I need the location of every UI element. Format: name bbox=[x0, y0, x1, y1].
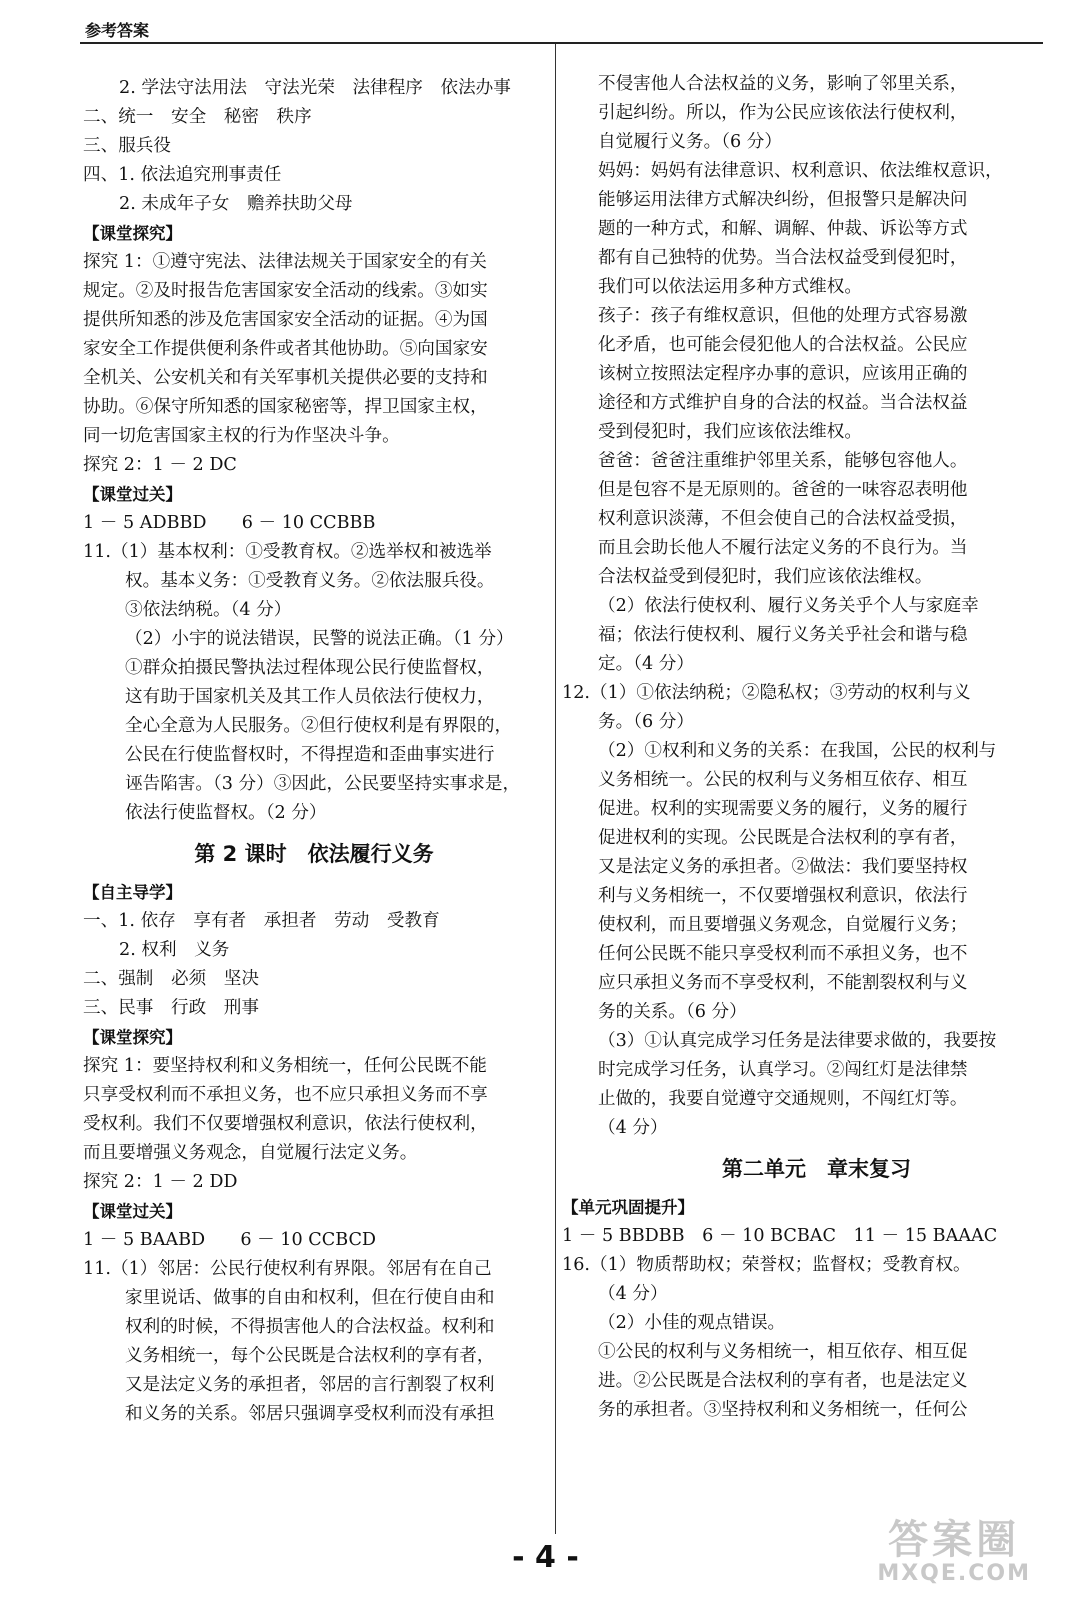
text-line: 义务相统一，每个公民既是合法权利的享有者， bbox=[125, 1346, 495, 1366]
text-line: 提供所知悉的涉及危害国家安全活动的证据。④为国 bbox=[83, 310, 488, 330]
text-line: 妈妈：妈妈有法律意识、权利意识、依法维权意识， bbox=[598, 161, 1003, 181]
page-header: 参考答案 bbox=[85, 21, 150, 40]
section-heading: 【课堂过关】 bbox=[83, 1202, 182, 1221]
text-line: 不侵害他人合法权益的义务，影响了邻里关系， bbox=[598, 74, 968, 94]
text-line: （4 分） bbox=[598, 1118, 668, 1138]
page-number: - 4 - bbox=[512, 1540, 579, 1575]
text-line: 应只承担义务而不享受权利，不能割裂权利与义 bbox=[598, 973, 968, 993]
text-line: 任何公民既不能只享受权利而不承担义务，也不 bbox=[598, 944, 968, 964]
text-line: 都有自己独特的优势。当合法权益受到侵犯时， bbox=[598, 248, 968, 268]
section-heading: 【课堂探究】 bbox=[83, 224, 182, 243]
text-line: 12.（1）①依法纳税；②隐私权；③劳动的权利与义 bbox=[562, 683, 971, 703]
text-line: 二、强制 必须 坚决 bbox=[83, 969, 259, 989]
text-line: 又是法定义务的承担者。②做法：我们要坚持权 bbox=[598, 857, 968, 877]
text-line: （2）①权利和义务的关系：在我国，公民的权利与 bbox=[598, 741, 997, 761]
text-line: 引起纠纷。所以，作为公民应该依法行使权利， bbox=[598, 103, 968, 123]
text-line: 家安全工作提供便利条件或者其他协助。⑤向国家安 bbox=[83, 339, 488, 359]
section-heading: 【自主导学】 bbox=[83, 883, 182, 902]
text-line: 2. 未成年子女 赡养扶助父母 bbox=[119, 194, 353, 214]
text-line: 定。（4 分） bbox=[598, 654, 694, 674]
text-line: 二、统一 安全 秘密 秩序 bbox=[83, 107, 312, 127]
text-line: 1 － 5 BAABD 6 － 10 CCBCD bbox=[83, 1230, 377, 1250]
left-column bbox=[83, 74, 545, 1429]
right-column bbox=[562, 70, 1035, 1425]
text-line: 题的一种方式，和解、调解、仲裁、诉讼等方式 bbox=[598, 219, 968, 239]
section-heading: 【单元巩固提升】 bbox=[562, 1198, 694, 1217]
text-line: 而且要增强义务观念，自觉履行法定义务。 bbox=[83, 1143, 418, 1163]
text-line: 务的关系。（6 分） bbox=[598, 1002, 747, 1022]
text-line: 探究 2：1 － 2 DD bbox=[83, 1172, 238, 1192]
watermark-text: 答案圈 bbox=[888, 1517, 1021, 1563]
text-line: 又是法定义务的承担者，邻居的言行割裂了权利 bbox=[125, 1375, 495, 1395]
text-line: 爸爸：爸爸注重维护邻里关系，能够包容他人。 bbox=[598, 451, 968, 471]
text-line: 利与义务相统一，不仅要增强权利意识，依法行 bbox=[598, 886, 968, 906]
header-rule bbox=[80, 42, 1043, 44]
text-line: 三、民事 行政 刑事 bbox=[83, 998, 259, 1018]
text-line: ①群众拍摄民警执法过程体现公民行使监督权， bbox=[125, 658, 495, 678]
text-line: 权。基本义务：①受教育义务。②依法服兵役。 bbox=[125, 571, 495, 591]
text-line: 2. 学法守法用法 守法光荣 法律程序 依法办事 bbox=[119, 78, 511, 98]
text-line: 合法权益受到侵犯时，我们应该依法维权。 bbox=[598, 567, 933, 587]
text-line: 2. 权利 义务 bbox=[119, 940, 230, 960]
text-line: 但是包容不是无原则的。爸爸的一味容忍表明他 bbox=[598, 480, 968, 500]
text-line: 四、1. 依法追究刑事责任 bbox=[83, 165, 282, 185]
text-line: 11.（1）邻居：公民行使权利有界限。邻居有在自己 bbox=[83, 1259, 492, 1279]
text-line: 1 － 5 ADBBD 6 － 10 CCBBB bbox=[83, 513, 376, 533]
text-line: 时完成学习任务，认真学习。②闯红灯是法律禁 bbox=[598, 1060, 968, 1080]
text-line: 和义务的关系。邻居只强调享受权利而没有承担 bbox=[125, 1404, 495, 1424]
text-line: 11.（1）基本权利：①受教育权。②选举权和被选举 bbox=[83, 542, 492, 562]
text-line: 自觉履行义务。（6 分） bbox=[598, 132, 782, 152]
text-line: （2）小宇的说法错误，民警的说法正确。（1 分） bbox=[125, 629, 514, 649]
text-line: 该树立按照法定程序办事的意识，应该用正确的 bbox=[598, 364, 968, 384]
text-line: （3）①认真完成学习任务是法律要求做的，我要按 bbox=[598, 1031, 997, 1051]
text-line: 权利意识淡薄，不但会使自己的合法权益受损， bbox=[598, 509, 968, 529]
text-line: 16.（1）物质帮助权；荣誉权；监督权；受教育权。 bbox=[562, 1255, 971, 1275]
text-line: 能够运用法律方式解决纠纷，但报警只是解决问 bbox=[598, 190, 968, 210]
watermark-site: MXQE.COM bbox=[877, 1561, 1031, 1586]
text-line: （2）小佳的观点错误。 bbox=[598, 1313, 786, 1333]
text-line: 探究 2：1 － 2 DC bbox=[83, 455, 237, 475]
section-title: 第 2 课时 依法履行义务 bbox=[194, 842, 434, 866]
text-line: 1 － 5 BBDBB 6 － 10 BCBAC 11 － 15 BAAAC bbox=[562, 1226, 998, 1246]
text-line: 权利的时候，不得损害他人的合法权益。权利和 bbox=[125, 1317, 495, 1337]
column-divider bbox=[555, 44, 556, 1534]
section-title: 第二单元 章末复习 bbox=[722, 1157, 911, 1181]
text-line: ③依法纳税。（4 分） bbox=[125, 600, 292, 620]
text-line: （2）依法行使权利、履行义务关乎个人与家庭幸 bbox=[598, 596, 979, 616]
text-line: ①公民的权利与义务相统一，相互依存、相互促 bbox=[598, 1342, 968, 1362]
text-line: 三、服兵役 bbox=[83, 136, 171, 156]
text-line: 规定。②及时报告危害国家安全活动的线索。③如实 bbox=[83, 281, 488, 301]
text-line: 依法行使监督权。（2 分） bbox=[125, 803, 327, 823]
text-line: 探究 1：要坚持权利和义务相统一，任何公民既不能 bbox=[83, 1056, 487, 1076]
text-line: 进。②公民既是合法权利的享有者，也是法定义 bbox=[598, 1371, 968, 1391]
text-line: 协助。⑥保守所知悉的国家秘密等，捍卫国家主权， bbox=[83, 397, 488, 417]
text-line: 化矛盾，也可能会侵犯他人的合法权益。公民应 bbox=[598, 335, 968, 355]
text-line: 全机关、公安机关和有关军事机关提供必要的支持和 bbox=[83, 368, 488, 388]
text-line: 而且会助长他人不履行法定义务的不良行为。当 bbox=[598, 538, 968, 558]
text-line: 一、1. 依存 享有者 承担者 劳动 受教育 bbox=[83, 911, 440, 931]
text-line: 使权利，而且要增强义务观念，自觉履行义务； bbox=[598, 915, 968, 935]
text-line: 福；依法行使权利、履行义务关乎社会和谐与稳 bbox=[598, 625, 968, 645]
text-line: 务。（6 分） bbox=[598, 712, 694, 732]
text-line: 诬告陷害。（3 分）③因此，公民要坚持实事求是， bbox=[125, 774, 521, 794]
text-line: 只享受权利而不承担义务，也不应只承担义务而不享 bbox=[83, 1085, 488, 1105]
text-line: 全心全意为人民服务。②但行使权利是有界限的， bbox=[125, 716, 513, 736]
text-line: 家里说话、做事的自由和权利，但在行使自由和 bbox=[125, 1288, 495, 1308]
section-heading: 【课堂探究】 bbox=[83, 1028, 182, 1047]
text-line: 止做的，我要自觉遵守交通规则，不闯红灯等。 bbox=[598, 1089, 968, 1109]
text-line: 受权利。我们不仅要增强权利意识，依法行使权利， bbox=[83, 1114, 488, 1134]
text-line: 公民在行使监督权时，不得捏造和歪曲事实进行 bbox=[125, 745, 495, 765]
text-line: （4 分） bbox=[598, 1284, 668, 1304]
section-heading: 【课堂过关】 bbox=[83, 485, 182, 504]
watermark-logo bbox=[877, 1519, 1031, 1586]
text-line: 促进权利的实现。公民既是合法权利的享有者， bbox=[598, 828, 968, 848]
text-line: 这有助于国家机关及其工作人员依法行使权力， bbox=[125, 687, 495, 707]
text-line: 义务相统一。公民的权利与义务相互依存、相互 bbox=[598, 770, 968, 790]
text-line: 受到侵犯时，我们应该依法维权。 bbox=[598, 422, 862, 442]
text-line: 途径和方式维护自身的合法的权益。当合法权益 bbox=[598, 393, 968, 413]
text-line: 探究 1：①遵守宪法、法律法规关于国家安全的有关 bbox=[83, 252, 487, 272]
text-line: 同一切危害国家主权的行为作坚决斗争。 bbox=[83, 426, 400, 446]
text-line: 孩子：孩子有维权意识，但他的处理方式容易激 bbox=[598, 306, 968, 326]
text-line: 务的承担者。③坚持权利和义务相统一，任何公 bbox=[598, 1400, 968, 1420]
text-line: 促进。权利的实现需要义务的履行，义务的履行 bbox=[598, 799, 968, 819]
text-line: 我们可以依法运用多种方式维权。 bbox=[598, 277, 862, 297]
